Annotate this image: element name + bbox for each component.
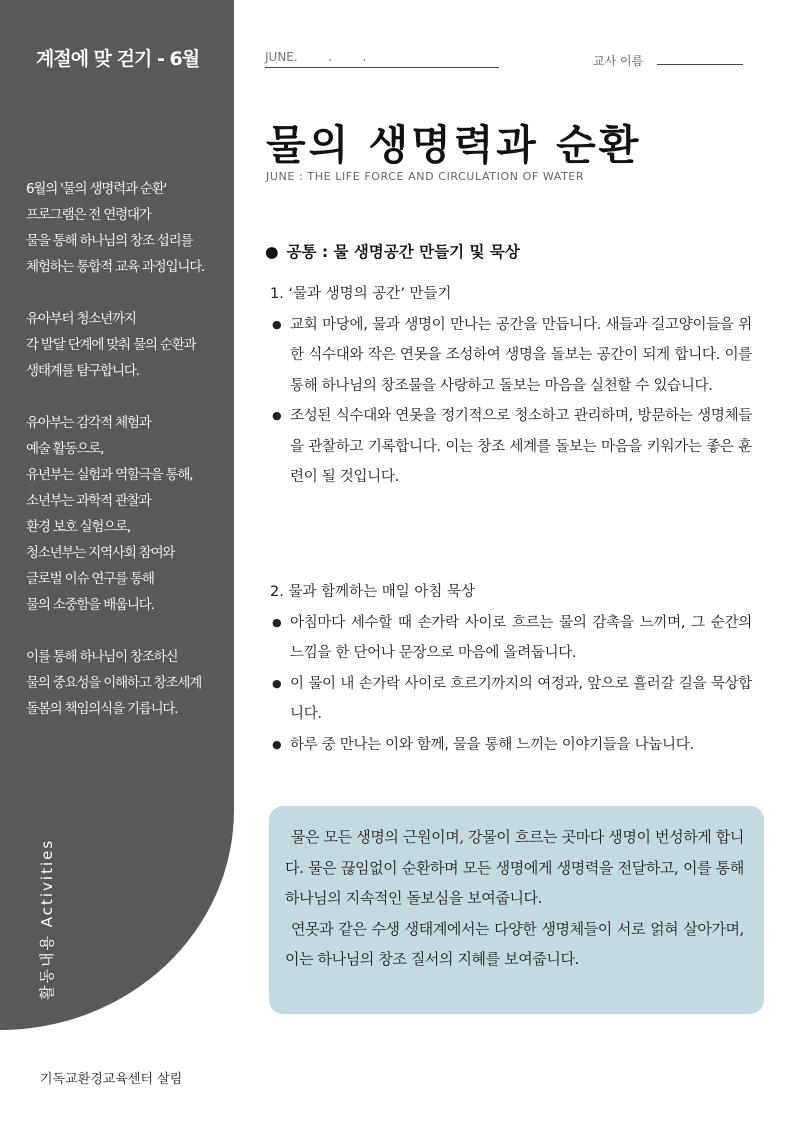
intro-line: 생태계를 탐구합니다.: [26, 363, 139, 379]
section-heading: [265, 240, 520, 262]
callout-box: [269, 806, 764, 1014]
intro-line: 예술 활동으로,: [26, 441, 104, 457]
list-item-text: 이 물이 내 손가락 사이로 흐르기까지의 여정과, 앞으로 흘러갈 길을 묵상합니다.: [290, 675, 752, 722]
callout-paragraph: 물은 모든 생명의 근원이며, 강물이 흐르는 곳마다 생명이 번성하게 합니다. 물은 끊임없이 순환하며 모든 생명에게 생명력을 전달하고, 이를 통해 하나님의 지속적인 돌보심을 보여줍니다.: [285, 828, 744, 907]
activities-vertical-label: 활동내용 Activities: [38, 838, 56, 1000]
intro-line: 유년부는 실험과 역할극을 통해,: [26, 467, 193, 483]
intro-line: 물의 중요성을 이해하고 창조세계: [26, 675, 202, 691]
list-item: [270, 401, 752, 493]
bullet-icon: ●: [272, 676, 282, 690]
list-item-text: 아침마다 세수할 때 손가락 사이로 흐르는 물의 감촉을 느끼며, 그 순간의 느낌을 한 단어나 문장으로 마음에 올려둡니다.: [290, 614, 752, 661]
bullet-icon: ●: [272, 737, 282, 751]
list-item-text: 하루 중 만나는 이와 함께, 물을 통해 느끼는 이야기들을 나눕니다.: [290, 736, 694, 753]
intro-paragraph: [26, 306, 232, 384]
activity-bullet-list: [270, 310, 752, 493]
sidebar-panel: [0, 0, 234, 1030]
list-item: [270, 669, 752, 730]
bullet-icon: ●: [272, 615, 282, 629]
list-item-text: 교회 마당에, 물과 생명이 만나는 공간을 만듭니다. 새들과 길고양이들을 위한 식수대와 작은 연못을 조성하여 생명을 돌보는 공간이 되게 합니다. 이를 통해 하나님의 창조물을 사랑하고 돌보는 마음을 실천할 수 있습니다.: [290, 316, 752, 394]
activity-title: 2. 물과 함께하는 매일 아침 묵상: [270, 584, 475, 600]
callout-paragraph: 연못과 같은 수생 생태계에서는 다양한 생명체들이 서로 얽혀 살아가며, 이는 하나님의 창조 질서의 지혜를 보여줍니다.: [285, 919, 744, 968]
intro-line: 유아부터 청소년까지: [26, 311, 136, 327]
bullet-icon: ●: [265, 243, 279, 261]
intro-line: 프로그램은 전 연령대가: [26, 207, 151, 223]
page-title: 물의 생명력과 순환: [266, 121, 642, 169]
activity-1: [270, 279, 752, 493]
intro-line: 글로벌 이슈 연구를 통해: [26, 571, 154, 587]
intro-line: 이를 통해 하나님이 창조하신: [26, 649, 178, 665]
page-subtitle: JUNE : THE LIFE FORCE AND CIRCULATION OF WATER: [266, 170, 585, 183]
bullet-icon: ●: [272, 409, 282, 422]
intro-line: 돌봄의 책임의식을 기릅니다.: [26, 701, 178, 717]
bullet-icon: ●: [272, 317, 282, 331]
intro-line: 청소년부는 지역사회 참여와: [26, 545, 175, 561]
footer-publisher: 기독교환경교육센터 살림: [40, 1072, 183, 1087]
teacher-name-label: 교사 이름: [593, 54, 644, 68]
list-item: [270, 310, 752, 402]
intro-line: 6월의 '물의 생명력과 순환': [26, 181, 167, 197]
list-item: [270, 608, 752, 669]
intro-line: 물을 통해 하나님의 창조 섭리를: [26, 233, 193, 249]
intro-paragraph: [26, 410, 232, 618]
activity-title: 1. ‘물과 생명의 공간’ 만들기: [270, 286, 452, 302]
intro-line: 소년부는 과학적 관찰과: [26, 493, 151, 509]
date-field[interactable]: JUNE. . .: [265, 50, 499, 68]
list-item: [270, 730, 752, 761]
intro-line: 환경 보호 실험으로,: [26, 519, 131, 535]
intro-paragraph: [26, 176, 232, 280]
activity-bullet-list: [270, 608, 752, 761]
teacher-name-field[interactable]: [657, 64, 743, 65]
series-title: 계절에 맞 걷기 - 6월: [36, 48, 200, 70]
intro-line: 유아부는 감각적 체험과: [26, 415, 151, 431]
intro-paragraph: [26, 644, 232, 722]
intro-line: 물의 소중함을 배웁니다.: [26, 597, 154, 613]
activity-2: [270, 577, 752, 760]
intro-line: 체험하는 통합적 교육 과정입니다.: [26, 259, 205, 275]
intro-line: 각 발달 단계에 맞춰 물의 순환과: [26, 337, 196, 353]
intro-text: [26, 176, 232, 748]
list-item-text: 조성된 식수대와 연못을 정기적으로 청소하고 관리하며, 방문하는 생명체들을 관찰하고 기록합니다. 이는 창조 세계를 돌보는 마음을 키워가는 좋은 훈련이 될 것입니다.: [290, 408, 752, 485]
section-heading-text: 공통 : 물 생명공간 만들기 및 묵상: [286, 243, 520, 261]
